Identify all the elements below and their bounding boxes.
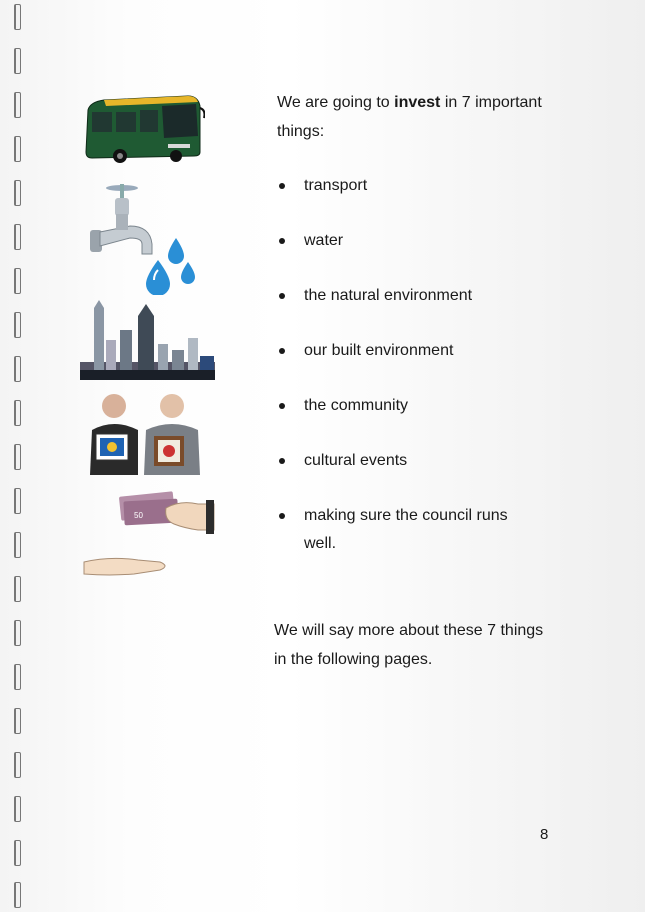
bullet-icon	[279, 403, 285, 409]
binding-ring	[14, 488, 21, 514]
list-item-text: our built environment	[304, 342, 454, 359]
binding-ring	[14, 4, 21, 30]
bullet-icon	[279, 183, 285, 189]
binding-ring	[14, 400, 21, 426]
binding-ring	[14, 576, 21, 602]
binding-ring	[14, 268, 21, 294]
community-people-icon	[80, 390, 210, 475]
bullet-icon	[279, 458, 285, 464]
binding-ring	[14, 664, 21, 690]
binding-ring	[14, 444, 21, 470]
bullet-icon	[279, 513, 285, 519]
city-skyline-icon	[80, 300, 215, 380]
bullet-icon	[279, 238, 285, 244]
binding-ring	[14, 796, 21, 822]
binding-ring	[14, 532, 21, 558]
binding-ring	[14, 224, 21, 250]
list-item-text: cultural events	[304, 452, 408, 469]
page-number: 8	[540, 826, 549, 843]
intro-suffix: in 7 important things:	[277, 94, 542, 140]
binding-ring	[14, 708, 21, 734]
intro-text	[277, 88, 577, 146]
outro-text: We will say more about these 7 things in the following pages.	[274, 622, 544, 668]
main-content	[274, 88, 577, 668]
binding-ring	[14, 840, 21, 866]
binding-ring	[14, 752, 21, 778]
binding-ring	[14, 136, 21, 162]
binding-ring	[14, 48, 21, 74]
bullet-icon	[279, 348, 285, 354]
svg-text:50: 50	[134, 511, 143, 520]
binding-ring	[14, 356, 21, 382]
spiral-binding	[10, 0, 34, 912]
binding-ring	[14, 882, 21, 908]
list-item-text: making sure the council runs well.	[304, 507, 508, 552]
bullet-icon	[279, 293, 285, 299]
list-item-text: the natural environment	[304, 287, 473, 304]
list-item-text: the community	[304, 397, 409, 414]
tap-water-icon	[80, 180, 205, 295]
binding-ring	[14, 312, 21, 338]
binding-ring	[14, 180, 21, 206]
intro-emphasis: invest	[394, 94, 441, 111]
binding-ring	[14, 92, 21, 118]
money-exchange-icon	[80, 490, 220, 585]
intro-prefix: We are going to	[277, 94, 390, 111]
bus-icon	[80, 92, 205, 164]
list-item-text: transport	[304, 177, 368, 194]
list-item-text: water	[304, 232, 344, 249]
binding-ring	[14, 620, 21, 646]
